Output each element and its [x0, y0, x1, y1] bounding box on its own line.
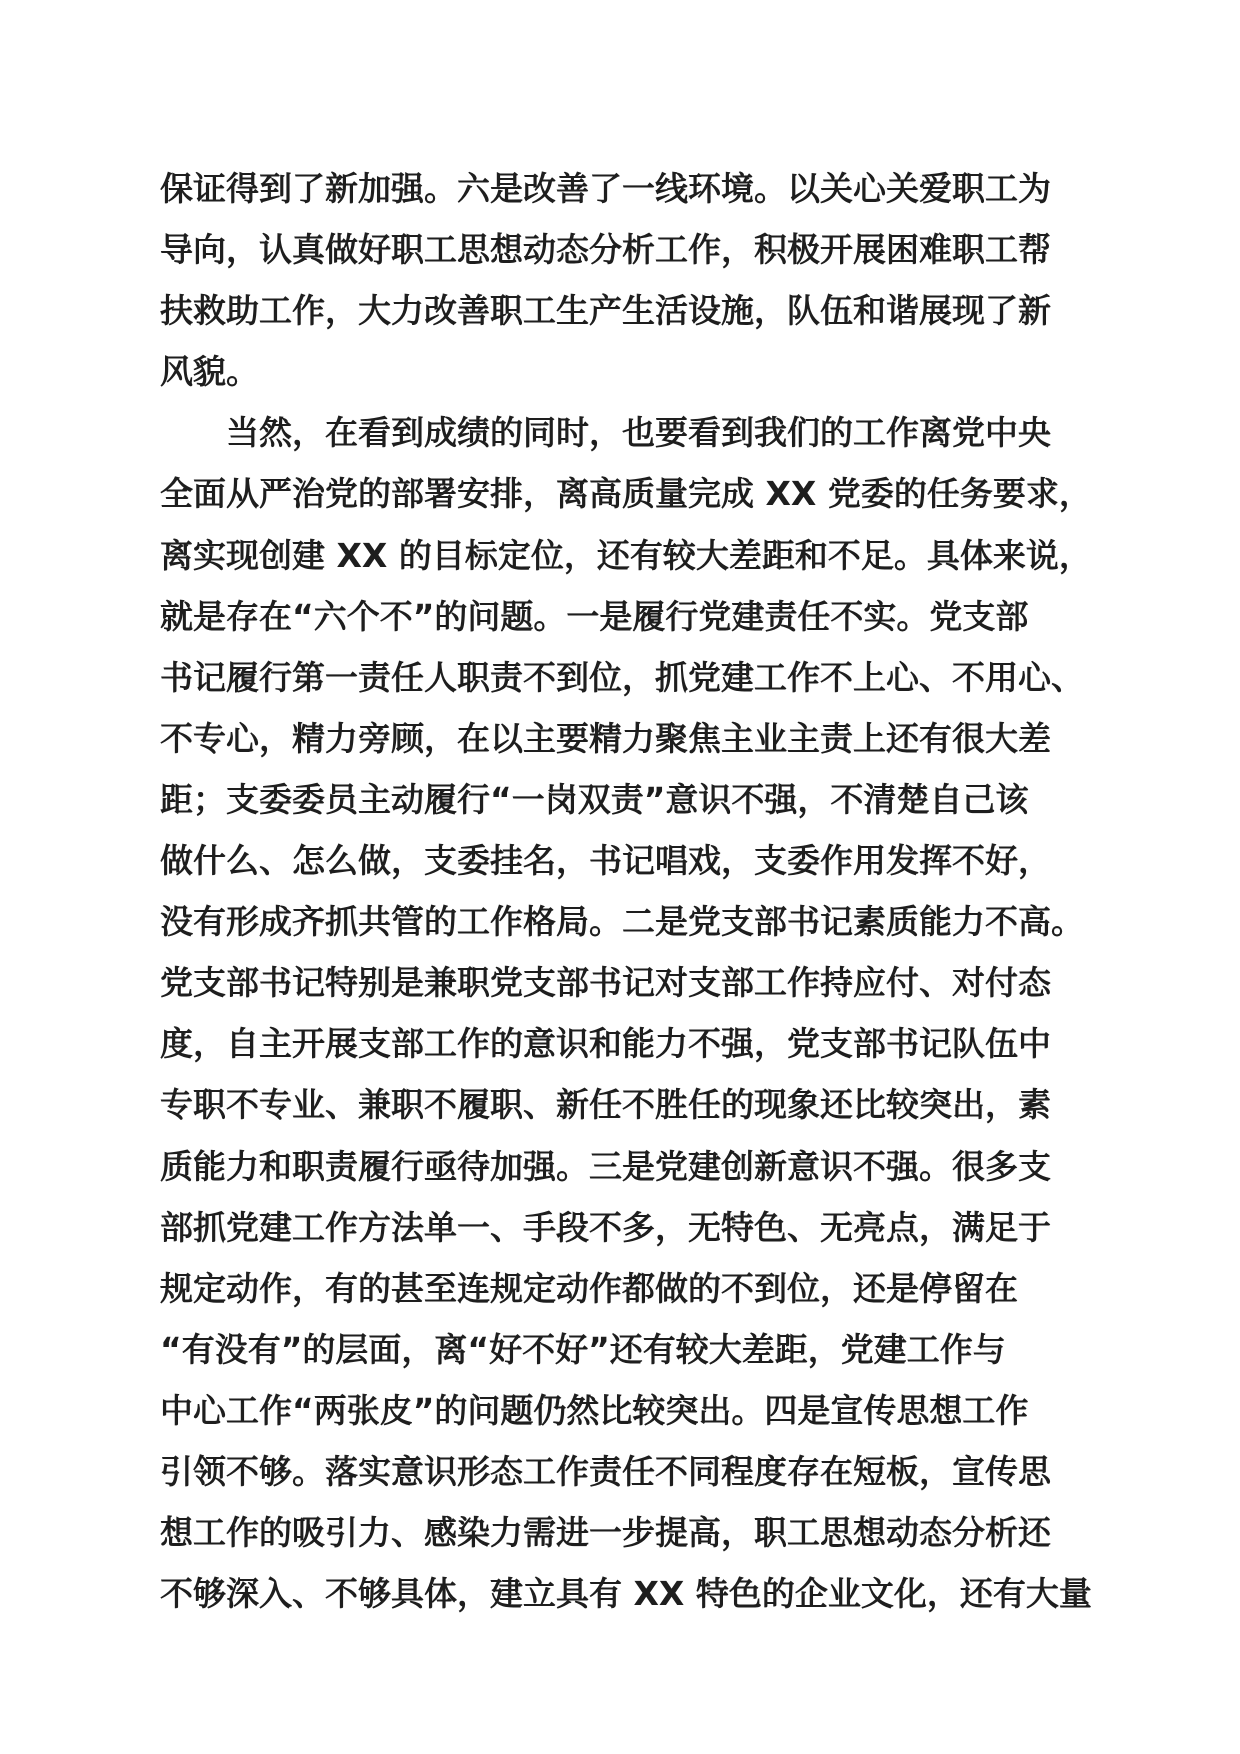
- text-line: 度，自主开展支部工作的意识和能力不强，党支部书记队伍中: [160, 1024, 1051, 1064]
- paragraph-first-line: 当然，在看到成绩的同时，也要看到我们的工作离党中央: [226, 413, 1051, 453]
- text-line: 扶救助工作，大力改善职工生产生活设施，队伍和谐展现了新: [160, 291, 1051, 331]
- text-line: 距；支委委员主动履行“一岗双责”意识不强，不清楚自己该: [160, 779, 1029, 819]
- text-line: 规定动作，有的甚至连规定动作都做的不到位，还是停留在: [160, 1268, 1018, 1308]
- text-line: 不够深入、不够具体，建立具有 XX 特色的企业文化，还有大量: [160, 1574, 1092, 1614]
- text-line: “有没有”的层面，离“好不好”还有较大差距，党建工作与: [160, 1329, 1006, 1369]
- text-line: 导向，认真做好职工思想动态分析工作，积极开展困难职工帮: [160, 230, 1051, 270]
- text-line: 质能力和职责履行亟待加强。三是党建创新意识不强。很多支: [160, 1146, 1051, 1186]
- text-line: 部抓党建工作方法单一、手段不多，无特色、无亮点，满足于: [160, 1207, 1051, 1247]
- text-line: 就是存在“六个不”的问题。一是履行党建责任不实。党支部: [160, 596, 1029, 636]
- text-line: 做什么、怎么做，支委挂名，书记唱戏，支委作用发挥不好，: [160, 841, 1051, 881]
- text-line: 保证得到了新加强。六是改善了一线环境。以关心关爱职工为: [160, 169, 1051, 208]
- body-text: [160, 158, 1100, 1624]
- text-line: 不专心，精力旁顾，在以主要精力聚焦主业主责上还有很大差: [160, 718, 1051, 758]
- text-line: 没有形成齐抓共管的工作格局。二是党支部书记素质能力不高。: [160, 902, 1084, 942]
- text-line: 全面从严治党的部署安排，离高质量完成 XX 党委的任务要求，: [160, 474, 1092, 514]
- text-line: 书记履行第一责任人职责不到位，抓党建工作不上心、不用心、: [160, 657, 1084, 697]
- text-line: 引领不够。落实意识形态工作责任不同程度存在短板，宣传思: [160, 1451, 1051, 1491]
- text-line: 离实现创建 XX 的目标定位，还有较大差距和不足。具体来说，: [160, 535, 1092, 575]
- text-line: 想工作的吸引力、感染力需进一步提高，职工思想动态分析还: [160, 1513, 1051, 1553]
- text-line: 专职不专业、兼职不履职、新任不胜任的现象还比较突出，素: [160, 1085, 1051, 1125]
- text-line: 党支部书记特别是兼职党支部书记对支部工作持应付、对付态: [160, 963, 1051, 1003]
- text-line: 中心工作“两张皮”的问题仍然比较突出。四是宣传思想工作: [160, 1390, 1029, 1430]
- text-line: 风貌。: [160, 352, 259, 392]
